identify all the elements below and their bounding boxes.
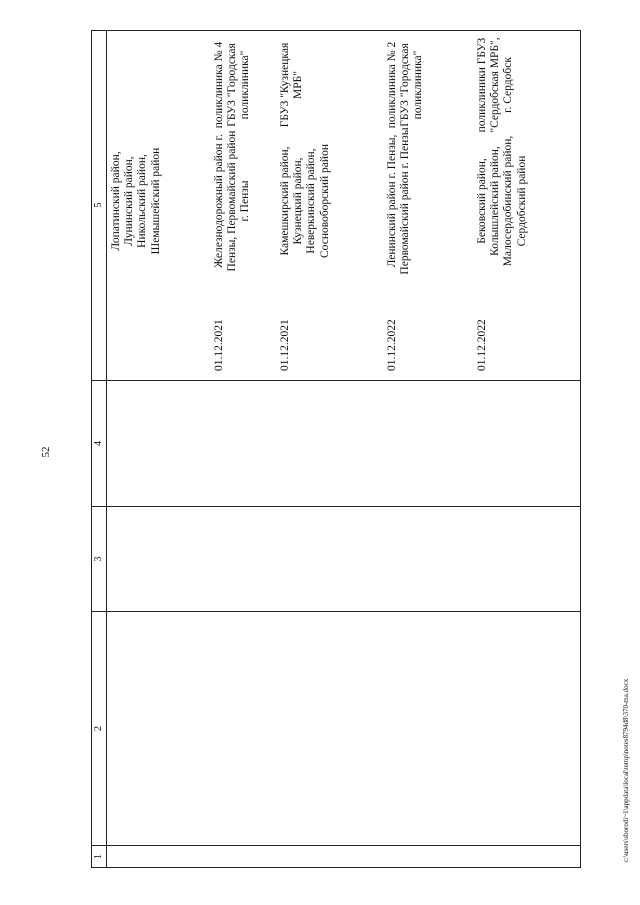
column-header-2: 2 [93, 726, 104, 731]
table-row-4-facility: поликлиника № 2 ГБУЗ "Городская поликлиника" [386, 41, 425, 129]
table-row-5-areas: Бековский район, Колышлейский район, Малосердобинский район, Сердобский район [476, 135, 528, 267]
table-frame [91, 30, 581, 868]
header-divider [106, 31, 107, 867]
column-header-5: 5 [93, 202, 104, 208]
table-row-2-facility: поликлиника № 4 ГБУЗ "Городская поликлиника" [213, 41, 252, 129]
table-row-3-date: 01.12.2021 [279, 319, 291, 371]
column-divider-1 [92, 845, 580, 846]
table-row-5-date: 01.12.2022 [476, 319, 488, 371]
table-row-4-date: 01.12.2022 [386, 319, 398, 371]
table-row-2-areas: Железнодорожный район г. Пензы, Первомайский район г. Пензы [213, 130, 252, 272]
column-header-1: 1 [93, 854, 104, 859]
table-row-3-areas: Камешкирский район, Кузнецкий район, Неверкинский район, Сосновоборский район [279, 144, 331, 258]
table-row-5-facility: поликлиники ГБУЗ "Сердобская МРБ", г. Сердобск [476, 37, 515, 133]
column-header-4: 4 [93, 441, 104, 446]
table-row-3-facility: ГБУЗ "Кузнецкая МРБ" [279, 42, 305, 128]
page-number: 52 [40, 446, 52, 458]
table-row-4-areas: Ленинский район г. Пензы, Первомайский район г. Пензы [386, 127, 412, 275]
column-divider-2 [92, 611, 580, 612]
column-divider-4 [92, 380, 580, 381]
column-header-3: 3 [93, 556, 104, 562]
rotated-table [91, 30, 581, 868]
table-row-1-areas: Лопатинский район, Лунинский район, Никольский район, Шемышейский район [110, 147, 162, 255]
table-row-2-date: 01.12.2021 [213, 319, 225, 371]
column-divider-3 [92, 506, 580, 507]
file-path-footer: c:\users\sborodi~1\appdata\local\temp\notes8794d8\370-ma.docx [622, 678, 630, 862]
